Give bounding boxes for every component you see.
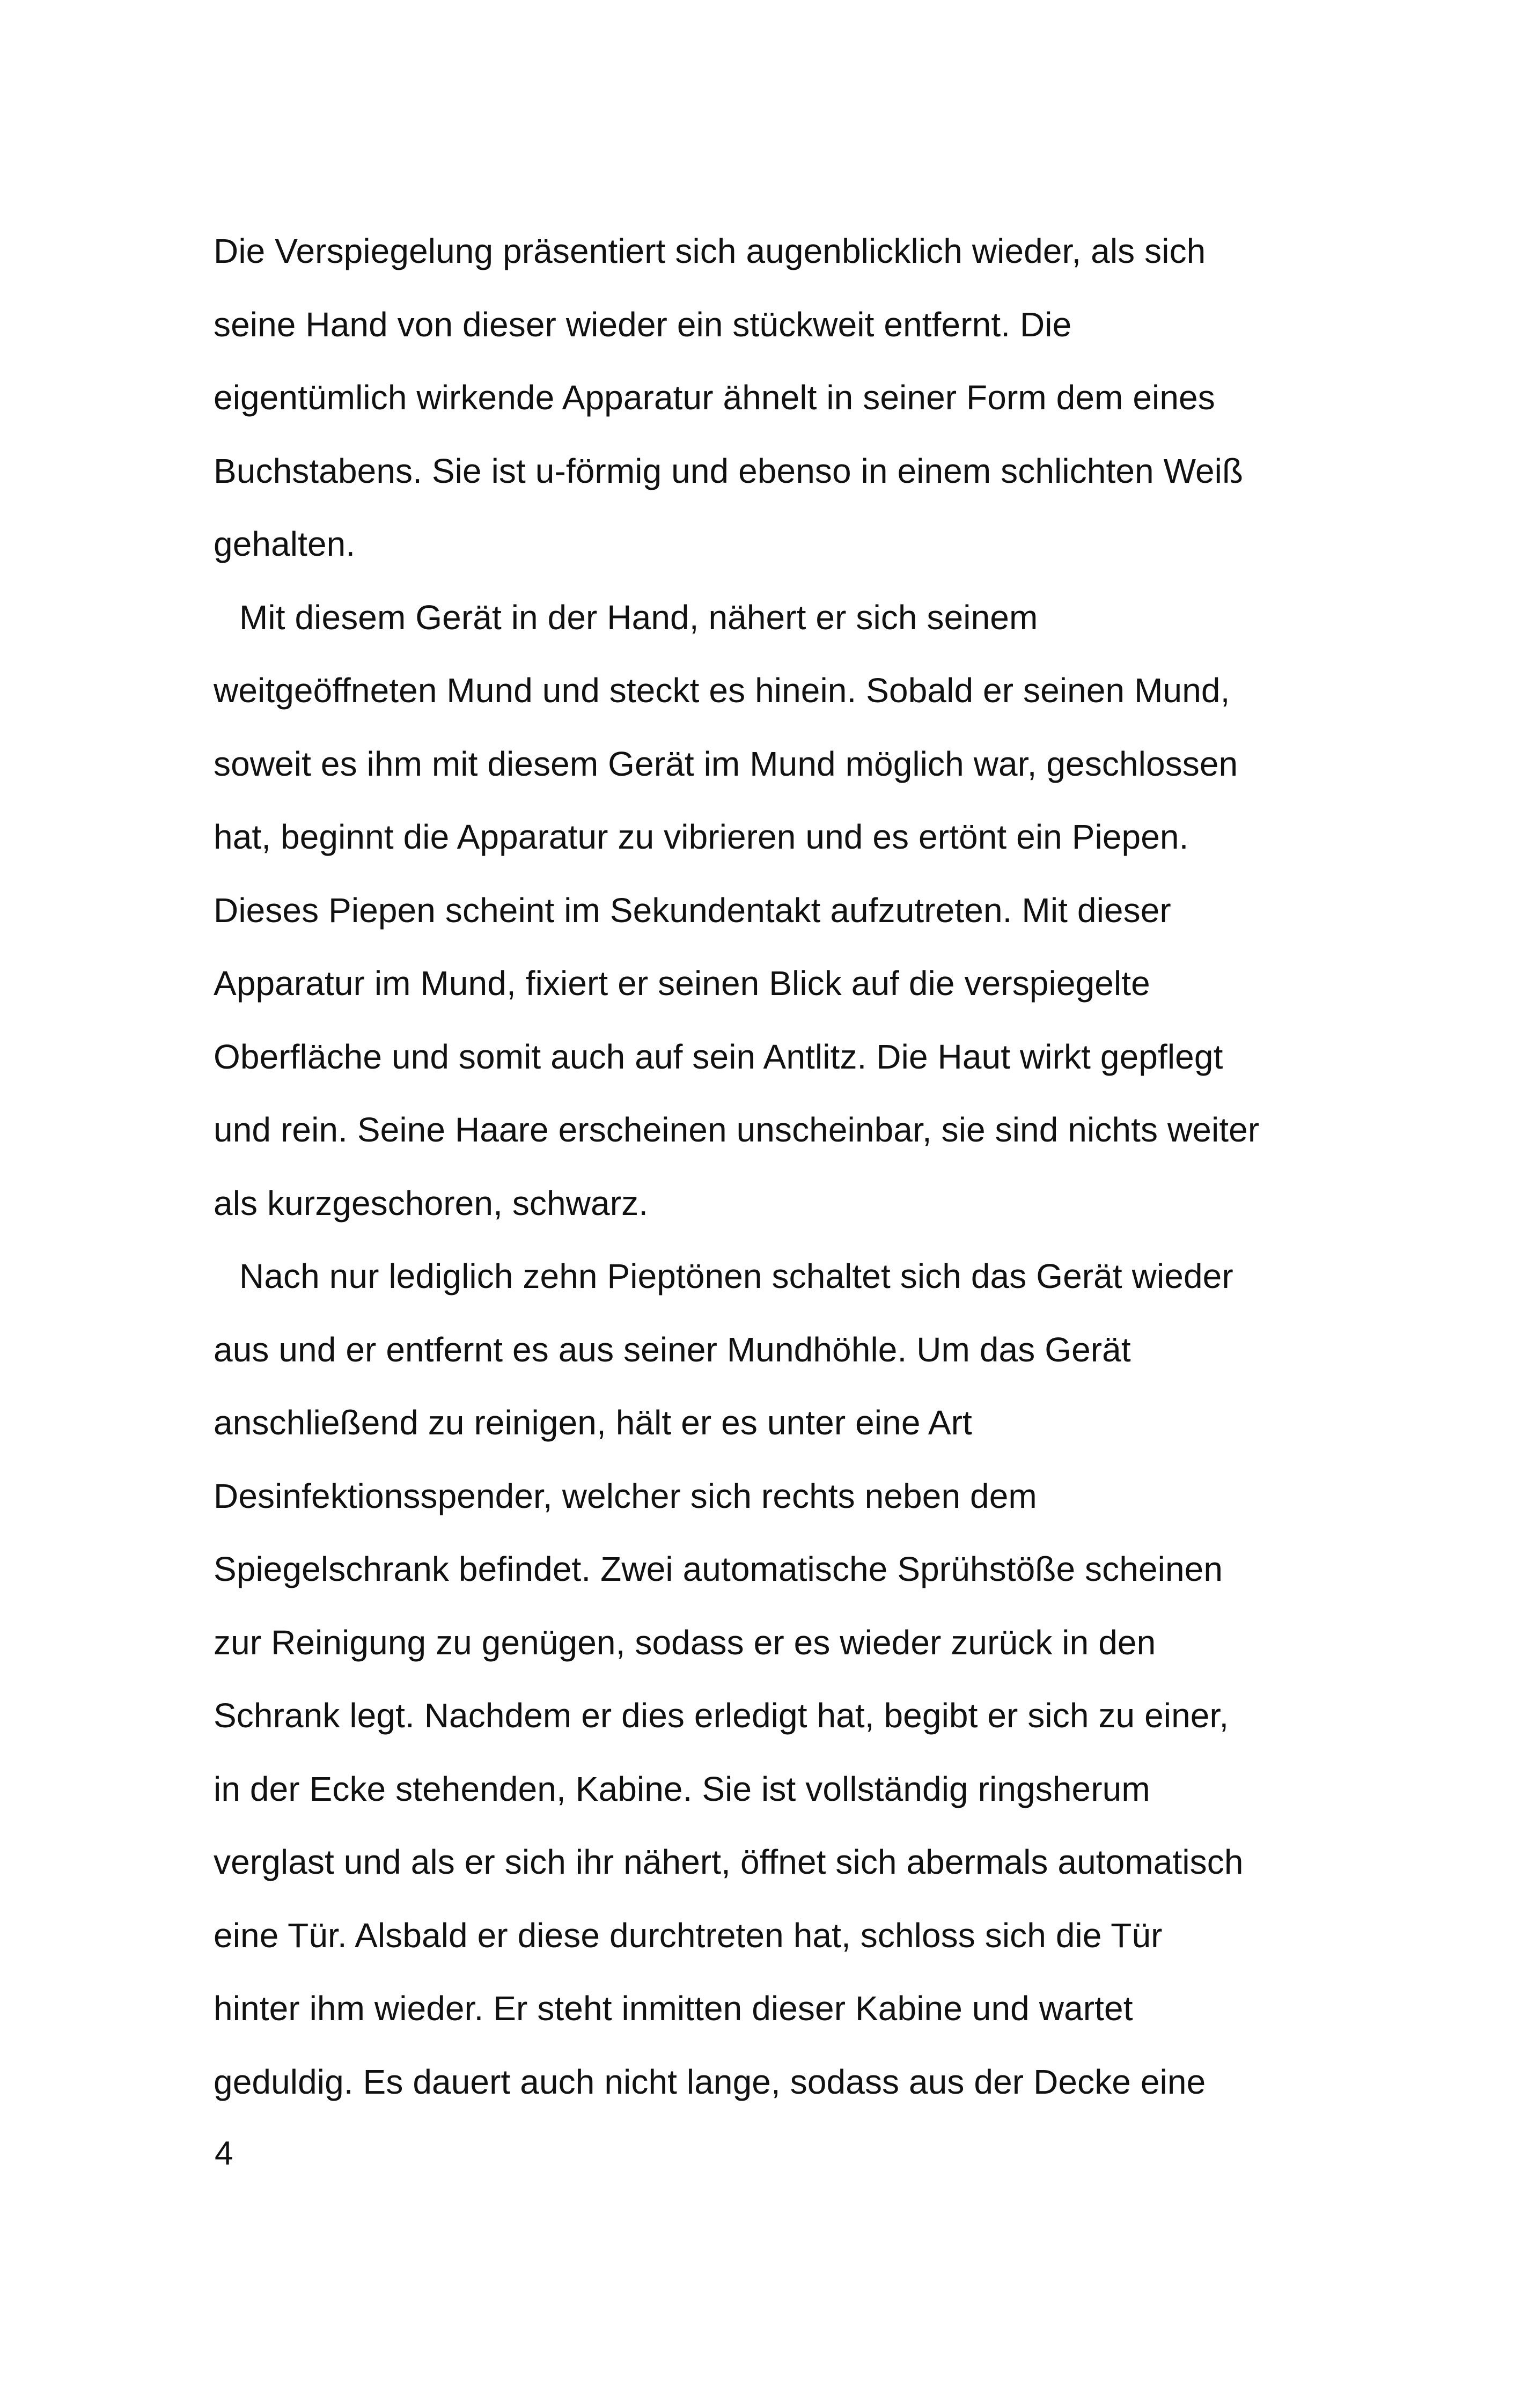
- text-line: seine Hand von dieser wieder ein stückweit entfernt. Die: [214, 305, 1072, 344]
- text-line: in der Ecke stehenden, Kabine. Sie ist vollständig ringsherum: [214, 1769, 1150, 1808]
- text-line: gehalten.: [214, 525, 356, 563]
- text-line: geduldig. Es dauert auch nicht lange, sodass aus der Decke eine: [214, 2062, 1206, 2101]
- text-line: anschließend zu reinigen, hält er es unter eine Art: [214, 1403, 972, 1442]
- paragraph-start-line: Mit diesem Gerät in der Hand, nähert er sich seinem: [239, 598, 1038, 637]
- paragraph-start-line: Nach nur lediglich zehn Pieptönen schaltet sich das Gerät wieder: [239, 1257, 1233, 1295]
- text-line: hat, beginnt die Apparatur zu vibrieren und es ertönt ein Piepen.: [214, 818, 1189, 856]
- text-line: Desinfektionsspender, welcher sich rechts neben dem: [214, 1476, 1037, 1515]
- text-line: zur Reinigung zu genügen, sodass er es wieder zurück in den: [214, 1623, 1156, 1662]
- text-line: und rein. Seine Haare erscheinen unscheinbar, sie sind nichts weiter: [214, 1110, 1260, 1149]
- text-line: Schrank legt. Nachdem er dies erledigt hat, begibt er sich zu einer,: [214, 1696, 1229, 1735]
- text-line: Spiegelschrank befindet. Zwei automatische Sprühstöße scheinen: [214, 1550, 1223, 1588]
- text-line: Dieses Piepen scheint im Sekundentakt aufzutreten. Mit dieser: [214, 890, 1171, 930]
- text-line: eigentümlich wirkende Apparatur ähnelt in seiner Form dem eines: [214, 378, 1215, 417]
- text-line: eine Tür. Alsbald er diese durchtreten hat, schloss sich die Tür: [214, 1916, 1163, 1955]
- text-line: Buchstabens. Sie ist u-förmig und ebenso in einem schlichten Weiß: [214, 451, 1244, 490]
- page-number: 4: [215, 2135, 233, 2172]
- text-line: hinter ihm wieder. Er steht inmitten dieser Kabine und wartet: [214, 1989, 1133, 2028]
- text-line: weitgeöffneten Mund und steckt es hinein. Sobald er seinen Mund,: [214, 671, 1230, 710]
- text-line: soweit es ihm mit diesem Gerät im Mund möglich war, geschlossen: [214, 744, 1238, 783]
- text-line: aus und er entfernt es aus seiner Mundhöhle. Um das Gerät: [214, 1330, 1131, 1369]
- text-line: als kurzgeschoren, schwarz.: [214, 1183, 649, 1223]
- text-line: verglast und als er sich ihr nähert, öffnet sich abermals automatisch: [214, 1843, 1244, 1881]
- text-line: Die Verspiegelung präsentiert sich augenblicklich wieder, als sich: [214, 232, 1206, 270]
- text-line: Oberfläche und somit auch auf sein Antlitz. Die Haut wirkt gepflegt: [214, 1037, 1223, 1076]
- text-line: Apparatur im Mund, fixiert er seinen Blick auf die verspiegelte: [214, 964, 1150, 1003]
- body-text: [214, 215, 1362, 2118]
